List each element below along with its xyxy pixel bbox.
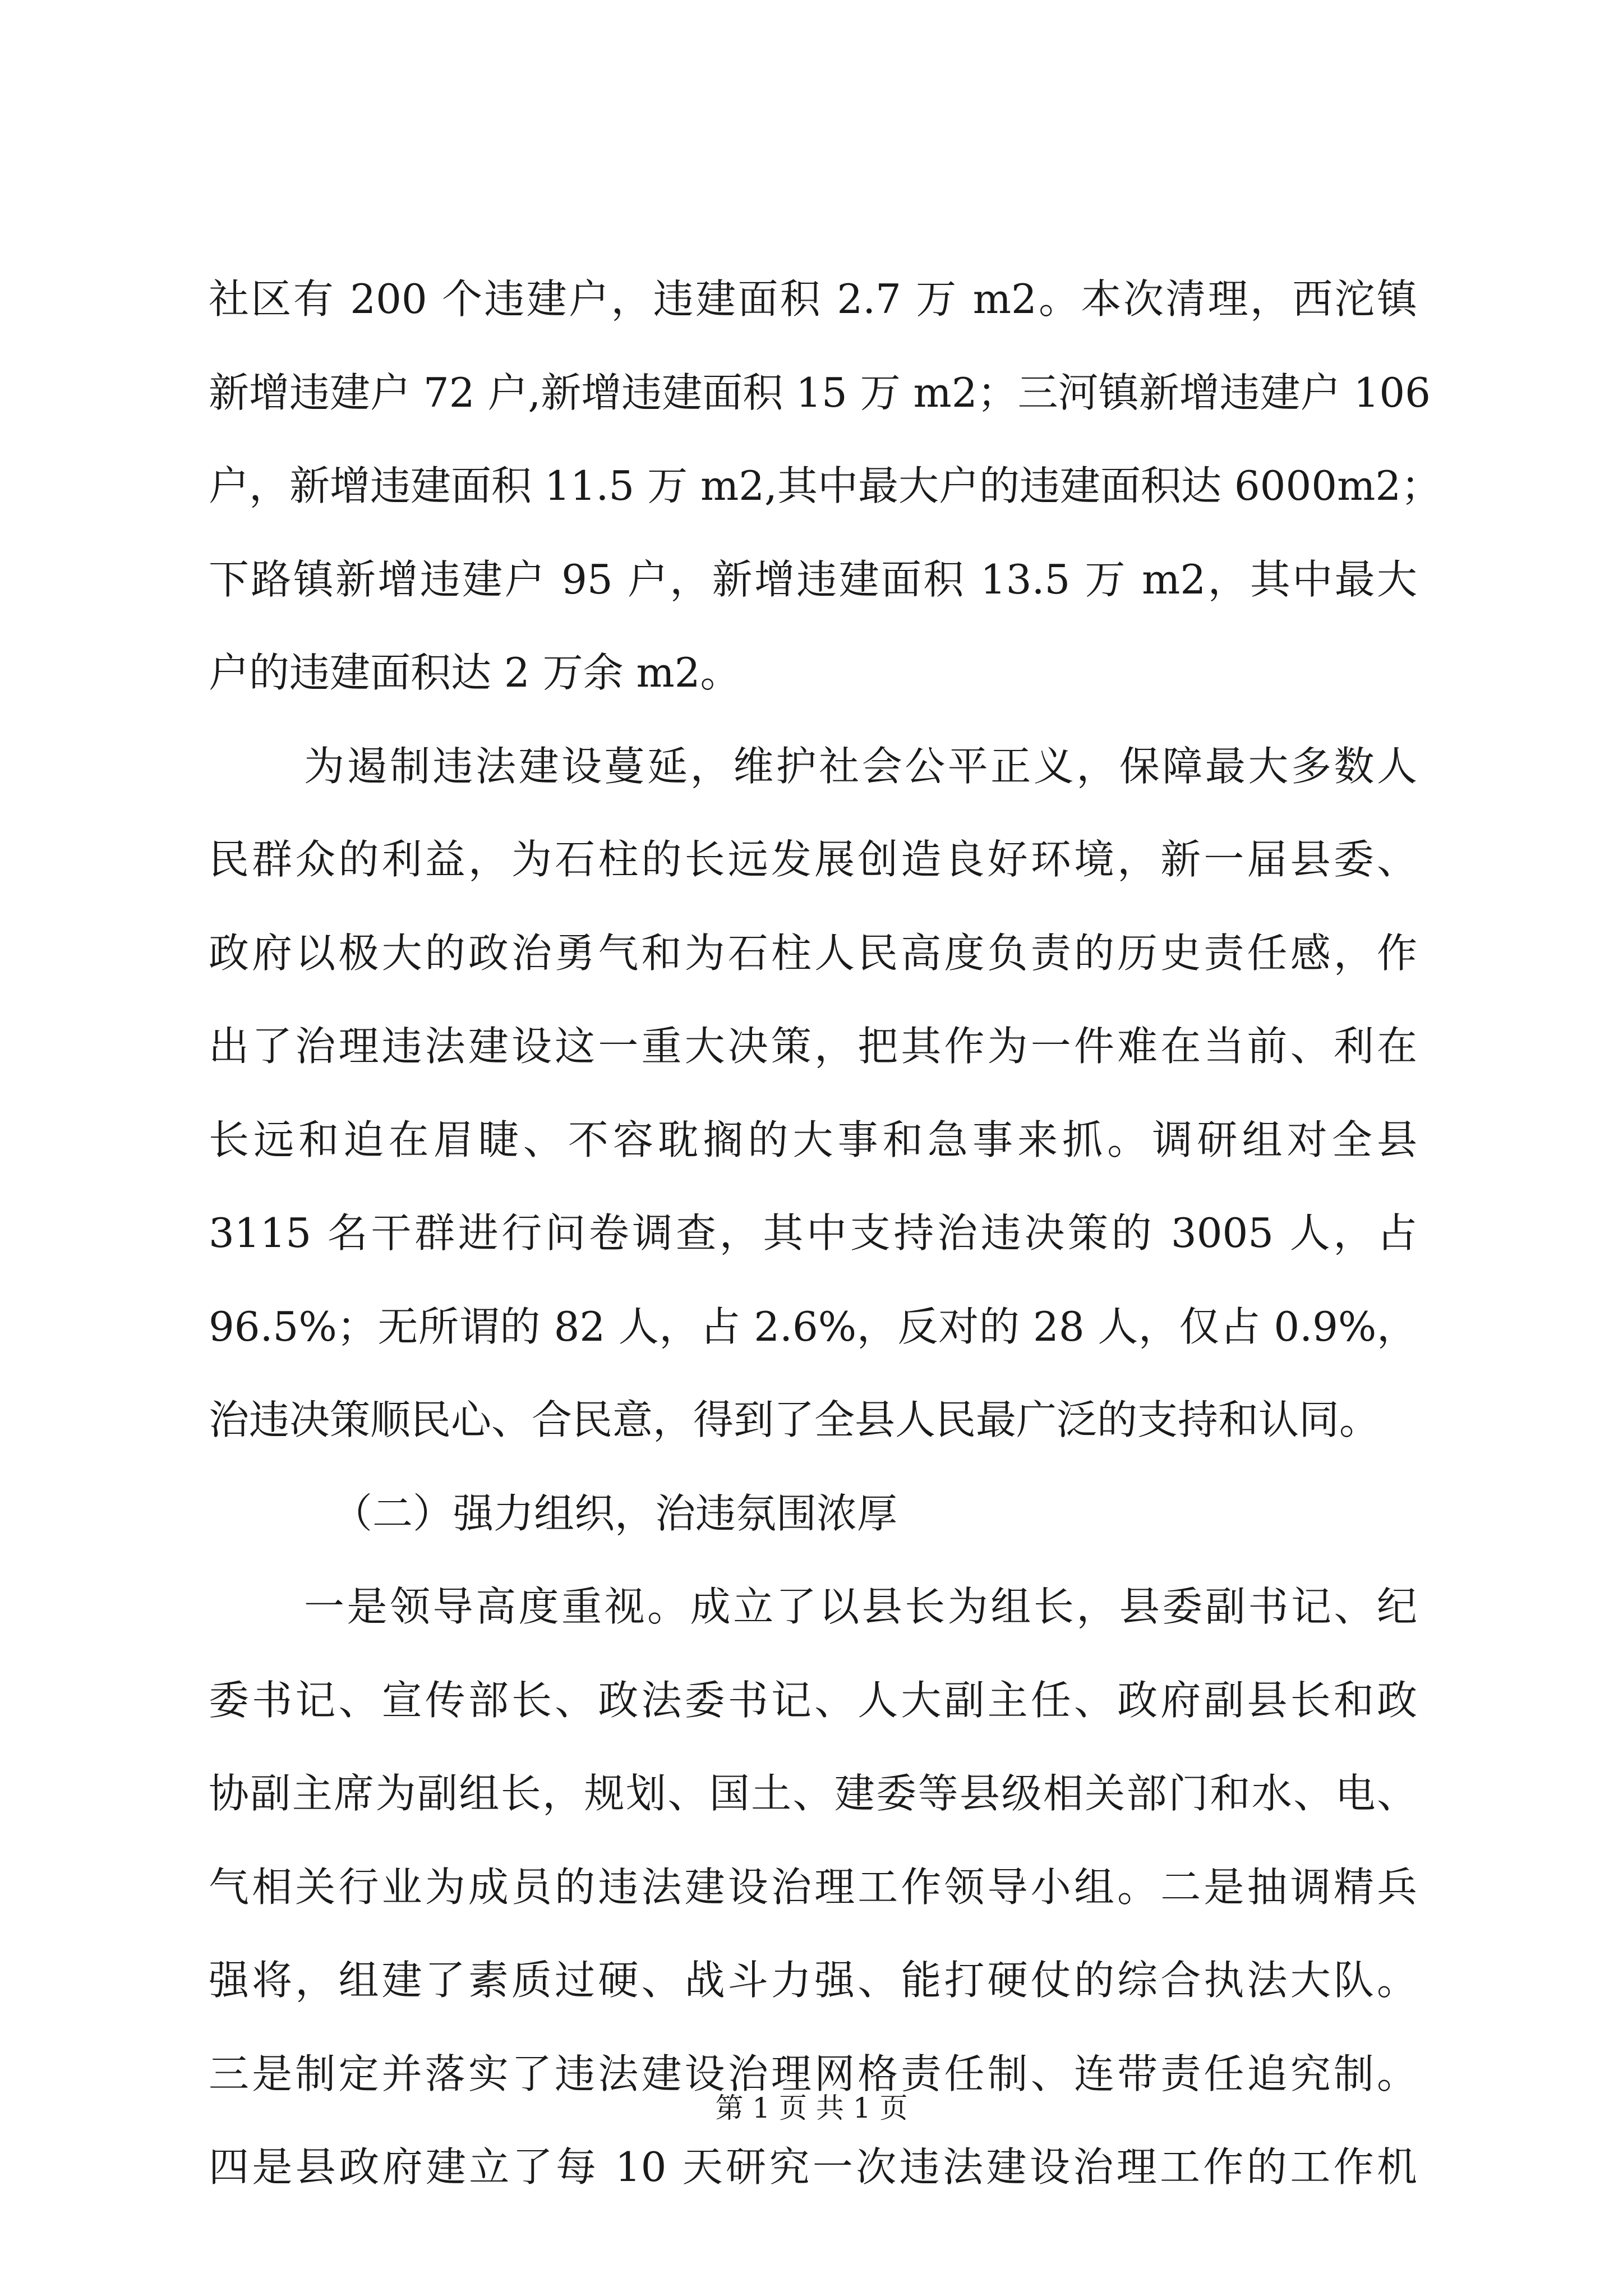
text-line: 协副主席为副组长，规划、国土、建委等县级相关部门和水、电、	[209, 1770, 1417, 1817]
text-line: 三是制定并落实了违法建设治理网格责任制、连带责任追究制。	[209, 2050, 1417, 2097]
text-line: 出了治理违法建设这一重大决策，把其作为一件难在当前、利在	[209, 1023, 1417, 1070]
text-line: 3115 名干群进行问卷调查，其中支持治违决策的 3005 人，占	[209, 1209, 1417, 1257]
text-line: 四是县政府建立了每 10 天研究一次违法建设治理工作的工作机	[209, 2143, 1417, 2191]
text-line: 新增违建户 72 户,新增违建面积 15 万 m2；三河镇新增违建户 106	[209, 369, 1431, 416]
text-line: 气相关行业为成员的违法建设治理工作领导小组。二是抽调精兵	[209, 1863, 1417, 1911]
document-body	[209, 252, 1442, 2214]
text-line: 户，新增违建面积 11.5 万 m2,其中最大户的违建面积达 6000m2；	[209, 462, 1442, 509]
paragraph-first-line: 为遏制违法建设蔓延，维护社会公平正义，保障最大多数人	[304, 742, 1417, 790]
text-line: 96.5%；无所谓的 82 人，占 2.6%，反对的 28 人，仅占 0.9%，	[209, 1303, 1417, 1350]
section-heading: （二）强力组织，治违氛围浓厚	[332, 1489, 898, 1537]
text-line: 长远和迫在眉睫、不容耽搁的大事和急事来抓。调研组对全县	[209, 1116, 1417, 1163]
text-line: 民群众的利益，为石柱的长远发展创造良好环境，新一届县委、	[209, 836, 1417, 883]
text-line: 下路镇新增违建户 95 户，新增违建面积 13.5 万 m2，其中最大	[209, 555, 1417, 603]
text-line: 政府以极大的政治勇气和为石柱人民高度负责的历史责任感，作	[209, 929, 1417, 977]
paragraph-first-line: 一是领导高度重视。成立了以县长为组长，县委副书记、纪	[304, 1583, 1417, 1630]
text-line: 户的违建面积达 2 万余 m2。	[209, 649, 741, 696]
text-line: 委书记、宣传部长、政法委书记、人大副主任、政府副县长和政	[209, 1676, 1417, 1724]
page-footer: 第 1 页 共 1 页	[715, 2092, 908, 2124]
text-line: 社区有 200 个违建户，违建面积 2.7 万 m2。本次清理，西沱镇	[209, 275, 1417, 323]
text-line: 治违决策顺民心、合民意，得到了全县人民最广泛的支持和认同。	[209, 1396, 1380, 1443]
text-line: 强将，组建了素质过硬、战斗力强、能打硬仗的综合执法大队。	[209, 1957, 1417, 2004]
